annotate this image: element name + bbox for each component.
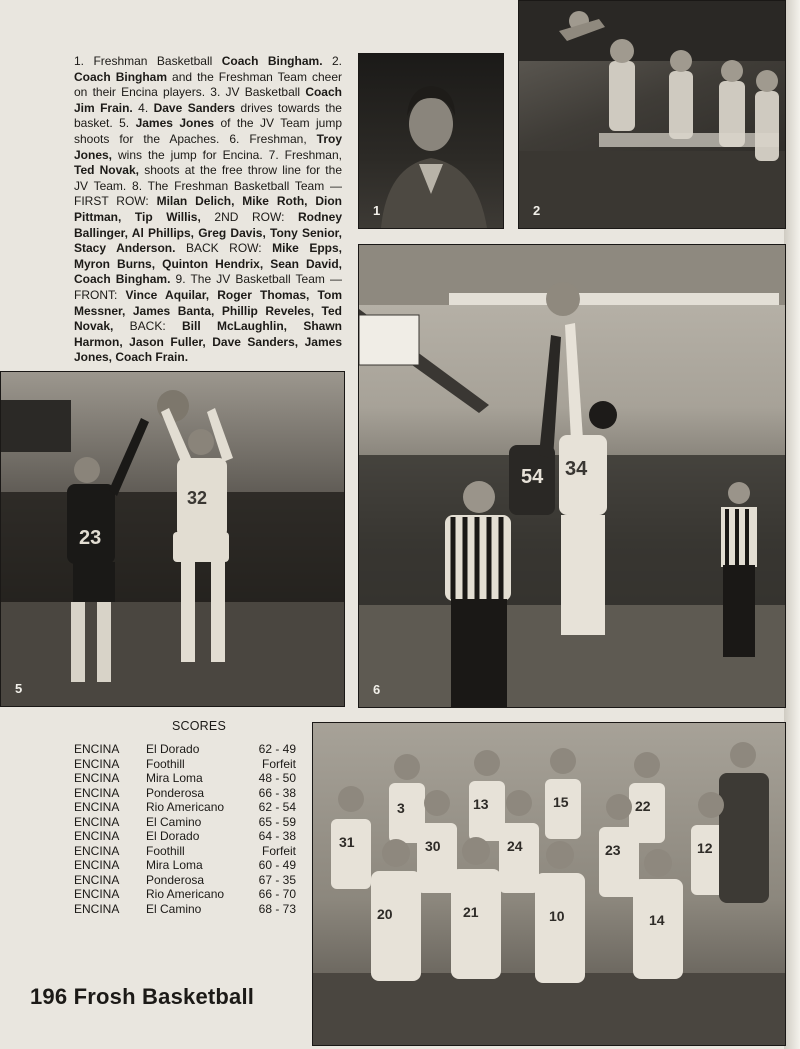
score-opponent: El Dorado — [146, 742, 200, 756]
svg-text:14: 14 — [649, 912, 665, 928]
caption-text: BACK ROW: — [175, 241, 273, 256]
photo-jump-shot — [0, 371, 345, 707]
svg-text:23: 23 — [605, 842, 621, 858]
svg-text:24: 24 — [507, 838, 523, 854]
score-team: ENCINA — [74, 887, 120, 901]
caption-text: and the Freshman Team cheer on their Encina players. 3. JV Basketball — [74, 69, 342, 100]
page-edge — [784, 0, 800, 1049]
caption-name: Rodney Ballinger, Al Phillips, Greg Davis, Tony Senior, Stacy Anderson. — [74, 209, 342, 256]
svg-text:20: 20 — [377, 906, 393, 922]
caption-name: Coach Bingham — [74, 69, 168, 84]
score-team: ENCINA — [74, 756, 120, 771]
photo-number: 5 — [15, 681, 23, 696]
score-team: ENCINA — [74, 800, 120, 814]
score-opponent: Mira Loma — [146, 858, 203, 872]
svg-text:15: 15 — [553, 794, 569, 810]
photo-caption — [74, 54, 342, 366]
caption-name: Dave Sanders — [153, 100, 236, 115]
caption-name: Milan Delich, Mike Roth, Dion Pittman, Tip Willis, — [74, 194, 342, 224]
score-team: ENCINA — [74, 742, 120, 756]
score-result: 60 - 49 — [258, 858, 296, 872]
score-team: ENCINA — [74, 858, 120, 872]
photo-team — [312, 722, 786, 1046]
score-opponent: Mira Loma — [146, 771, 203, 785]
score-opponent: El Camino — [146, 901, 202, 916]
score-row — [74, 757, 296, 772]
page-footer — [30, 984, 254, 1010]
scores-table — [74, 742, 296, 916]
svg-text:3: 3 — [397, 800, 405, 816]
section-title: Frosh Basketball — [73, 984, 255, 1009]
jump-ball-graphic — [359, 245, 785, 707]
score-row — [74, 858, 296, 873]
caption-name: Troy Jones, — [74, 131, 342, 162]
score-opponent: El Camino — [146, 814, 202, 829]
photo-number: 1 — [373, 203, 381, 218]
caption-name: Ted Novak, — [74, 163, 139, 178]
score-row — [74, 786, 296, 801]
svg-text:31: 31 — [339, 834, 355, 850]
score-result: 48 - 50 — [258, 771, 296, 785]
svg-text:32: 32 — [187, 488, 208, 508]
photo-number: 2 — [533, 203, 541, 218]
coach-figure-graphic — [359, 54, 503, 228]
svg-text:30: 30 — [425, 838, 441, 854]
score-team: ENCINA — [74, 872, 120, 887]
score-row — [74, 829, 296, 844]
caption-name: James Jones — [135, 116, 215, 131]
caption-name: Coach Bingham. — [221, 54, 323, 68]
caption-text: drives towards the basket. 5. — [74, 100, 342, 131]
score-result: 68 - 73 — [258, 901, 296, 916]
score-row — [74, 800, 296, 815]
caption-text: of the JV Team jump shoots for the Apaches. 6. Freshman, — [74, 116, 343, 146]
scores-title: SCORES — [172, 719, 226, 733]
svg-text:12: 12 — [697, 840, 713, 856]
caption-text: wins the jump for Encina. 7. Freshman, — [112, 147, 342, 162]
jumper-dark — [509, 335, 561, 515]
score-opponent: Ponderosa — [146, 785, 205, 800]
caption-text: shoots at the free throw line for the JV Team. 8. The Freshman Basketball Team — FIRST ROW: — [74, 163, 342, 209]
score-result: 67 - 35 — [258, 872, 296, 887]
score-row — [74, 844, 296, 859]
caption-text: BACK: — [113, 319, 183, 334]
score-team: ENCINA — [74, 901, 120, 916]
score-result: 64 - 38 — [258, 829, 296, 843]
caption-text: 4. — [132, 100, 154, 115]
score-row — [74, 771, 296, 786]
score-result: 66 - 70 — [258, 887, 296, 901]
jump-shot-graphic — [1, 372, 344, 706]
score-team: ENCINA — [74, 771, 120, 785]
svg-text:22: 22 — [635, 798, 651, 814]
score-result: Forfeit — [261, 843, 296, 858]
referee-right — [721, 482, 757, 657]
caption-name: Mike Epps, Myron Burns, Quinton Hendrix, Sean David, Coach Bingham. — [74, 241, 342, 287]
score-opponent: El Dorado — [146, 829, 200, 843]
score-row — [74, 742, 296, 757]
page-number: 196 — [30, 984, 68, 1009]
score-opponent: Foothill — [146, 756, 185, 771]
score-team: ENCINA — [74, 814, 120, 829]
score-team: ENCINA — [74, 843, 120, 858]
score-result: 66 - 38 — [258, 785, 296, 800]
score-row — [74, 887, 296, 902]
svg-text:34: 34 — [565, 458, 588, 480]
bench-graphic — [519, 1, 785, 228]
svg-text:10: 10 — [549, 908, 565, 924]
score-result: 62 - 54 — [258, 800, 296, 814]
score-result: 65 - 59 — [258, 814, 296, 829]
svg-text:23: 23 — [79, 527, 102, 549]
svg-text:21: 21 — [463, 904, 479, 920]
team-graphic — [313, 723, 785, 1045]
score-row — [74, 902, 296, 917]
caption-text: 2. — [322, 54, 342, 68]
score-row — [74, 815, 296, 830]
caption-name: Bill McLaughlin, Shawn Harmon, Jason Fuller, Dave Sanders, James Jones, Coach Frain. — [74, 319, 342, 365]
svg-text:13: 13 — [473, 796, 489, 812]
photo-number: 6 — [373, 682, 381, 697]
caption-text: 9. The JV Basketball Team — FRONT: — [74, 272, 343, 302]
score-team: ENCINA — [74, 829, 120, 843]
score-row — [74, 873, 296, 888]
caption-text: 1. Freshman Basketball — [74, 54, 222, 68]
photo-coach-bingham — [358, 53, 504, 229]
score-opponent: Rio Americano — [146, 800, 225, 814]
score-opponent: Foothill — [146, 843, 185, 858]
photo-jump-ball — [358, 244, 786, 708]
caption-name: Coach Jim Frain. — [74, 85, 342, 115]
score-team: ENCINA — [74, 785, 120, 800]
score-opponent: Ponderosa — [146, 872, 205, 887]
score-opponent: Rio Americano — [146, 887, 225, 901]
caption-name: Vince Aquilar, Roger Thomas, Tom Messner, James Banta, Phillip Reveles, Ted Novak, — [74, 287, 342, 334]
score-result: Forfeit — [261, 756, 296, 771]
score-result: 62 - 49 — [258, 742, 296, 756]
svg-text:54: 54 — [521, 466, 544, 488]
caption-text: 2ND ROW: — [200, 209, 298, 224]
photo-bench-cheer — [518, 0, 786, 229]
